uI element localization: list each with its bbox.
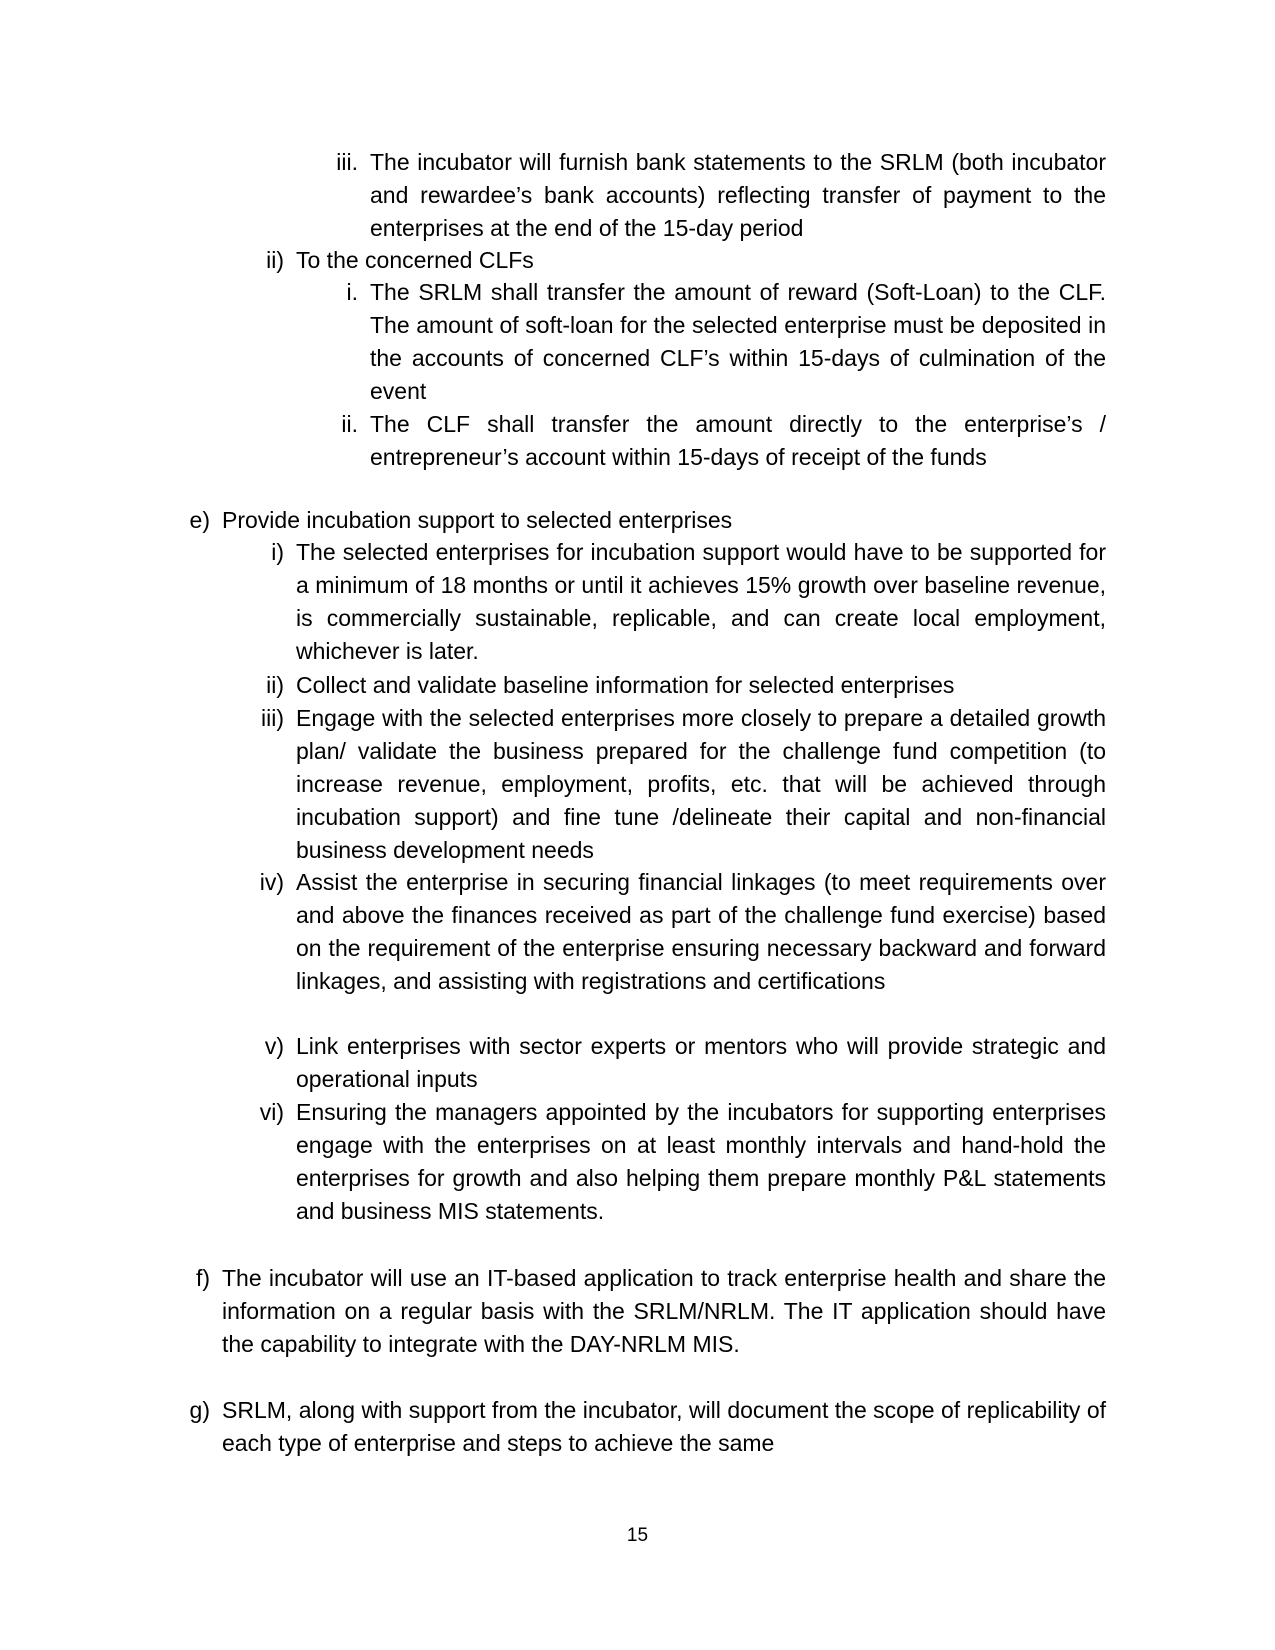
list-item-text: Ensuring the managers appointed by the incubators for supporting enterprises engage with the enterprises on at least monthly intervals and hand-hold the enterprises for growth and also helping them prepare monthly P&L statements and business MIS statements. — [296, 1099, 1106, 1224]
list-marker: iii) — [261, 705, 284, 731]
list-item-level2 — [261, 702, 1106, 867]
list-item-text: Provide incubation support to selected enterprises — [222, 507, 733, 533]
list-marker: i. — [346, 279, 358, 305]
list-marker: f) — [195, 1265, 210, 1291]
list-item-level3 — [346, 276, 1106, 408]
list-item-level2 — [259, 1096, 1106, 1228]
list-marker: iv) — [259, 869, 284, 895]
list-marker: i) — [271, 539, 284, 565]
page-number: 15 — [626, 1525, 649, 1546]
list-item-level2 — [266, 669, 1106, 702]
list-item-text: The incubator will use an IT-based application to track enterprise health and share the information on a regular basis with the SRLM/NRLM. The IT application should have the capability to integrate with the DAY-NRLM MIS. — [222, 1265, 1106, 1357]
list-item-level1 — [189, 504, 1106, 537]
list-item-text: Engage with the selected enterprises more closely to prepare a detailed growth plan/ validate the business prepared for the challenge fund competition (to increase revenue, employment, profits, etc. that will be achieved through incubation support) and fine tune /delineate their capital and non-financial business development needs — [296, 705, 1106, 863]
list-item-level2 — [259, 866, 1106, 998]
list-item-text: Collect and validate baseline information for selected enterprises — [296, 672, 955, 698]
list-item-level1 — [189, 1394, 1106, 1460]
list-marker: iii. — [336, 149, 358, 175]
list-item-level3 — [341, 408, 1106, 474]
list-item-level2 — [266, 244, 1106, 277]
list-item-text: The selected enterprises for incubation support would have to be supported for a minimum of 18 months or until it achieves 15% growth over baseline revenue, is commercially sustainable, replicable, and can create local employment, whichever is later. — [296, 539, 1106, 664]
list-item-text: SRLM, along with support from the incubator, will document the scope of replicability of each type of enterprise and steps to achieve the same — [222, 1397, 1106, 1456]
list-item-level2 — [271, 536, 1106, 668]
list-item-text: The SRLM shall transfer the amount of reward (Soft-Loan) to the CLF. The amount of soft-loan for the selected enterprise must be deposited in the accounts of concerned CLF’s within 15-days of culmination of the event — [370, 279, 1106, 404]
list-item-text: Assist the enterprise in securing financial linkages (to meet requirements over and above the finances received as part of the challenge fund exercise) based on the requirement of the enterprise ensuring necessary backward and forward linkages, and assisting with registrations and certifications — [296, 869, 1106, 994]
list-marker: ii) — [266, 672, 284, 698]
list-item-text: Link enterprises with sector experts or mentors who will provide strategic and operational inputs — [296, 1033, 1106, 1092]
list-marker: g) — [189, 1397, 210, 1423]
list-item-text: The CLF shall transfer the amount directly to the enterprise’s / entrepreneur’s account within 15-days of receipt of the funds — [370, 411, 1106, 470]
list-marker: ii) — [266, 247, 284, 273]
list-item-level1 — [195, 1262, 1106, 1361]
list-marker: v) — [264, 1033, 284, 1059]
list-marker: vi) — [259, 1099, 284, 1125]
list-marker: ii. — [341, 411, 358, 437]
list-item-text: The incubator will furnish bank statements to the SRLM (both incubator and rewardee’s bank accounts) reflecting transfer of payment to the enterprises at the end of the 15-day period — [370, 149, 1106, 241]
list-item-level3 — [336, 146, 1106, 245]
list-item-level2 — [264, 1030, 1106, 1096]
list-marker: e) — [189, 507, 210, 533]
list-item-text: To the concerned CLFs — [296, 247, 534, 273]
